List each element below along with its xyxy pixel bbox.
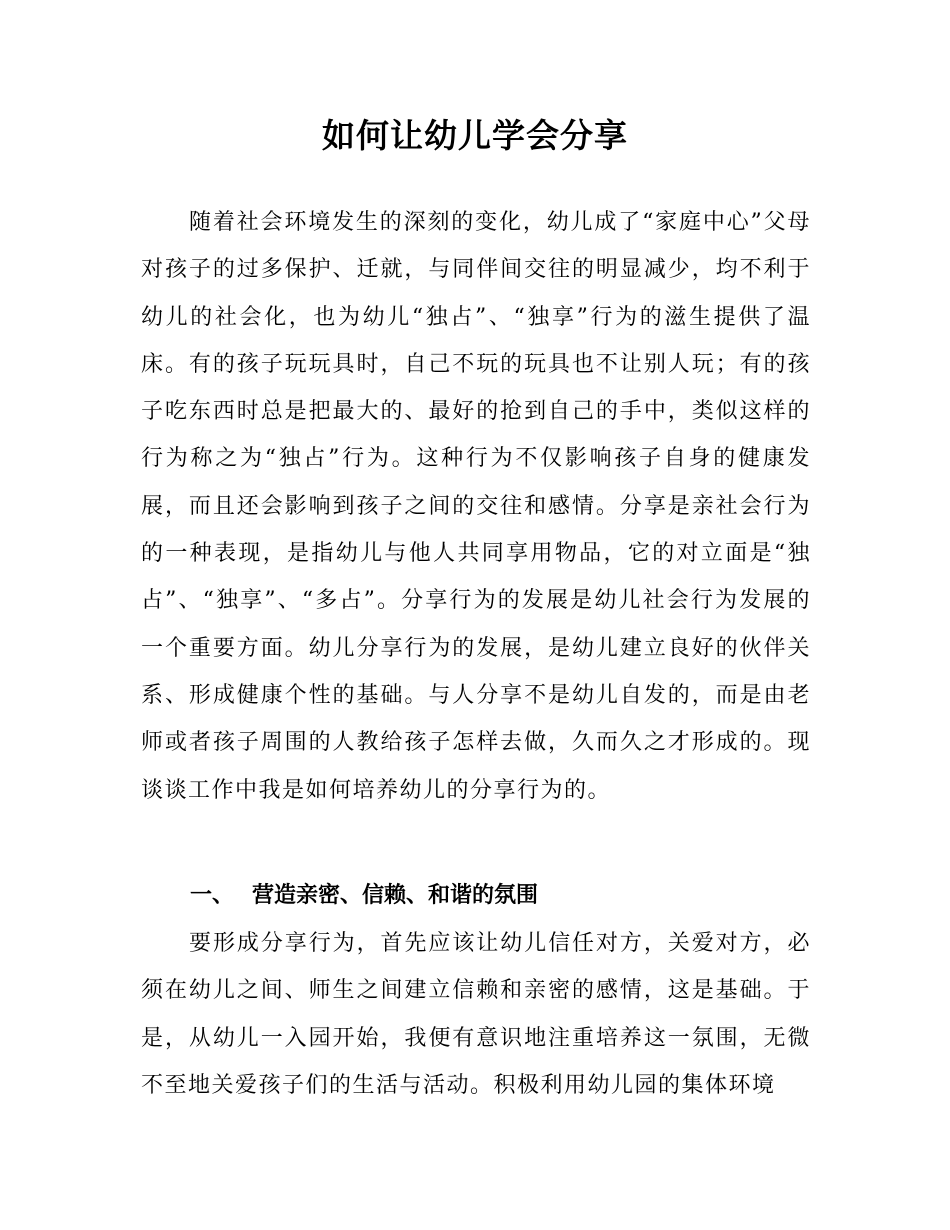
section-heading (190, 872, 538, 919)
section-paragraph: 要形成分享行为，首先应该让幼儿信任对方，关爱对方，必须在幼儿之间、师生之间建立信赖和亲密的感情，这是基础。于是，从幼儿一入园开始，我便有意识地注重培养这一氛围，无微不至地关爱孩子们的生活与活动。积极利用幼儿园的集体环境 (141, 931, 811, 1098)
intro-paragraph: 随着社会环境发生的深刻的变化，幼儿成了“家庭中心”父母对孩子的过多保护、迁就，与同伴间交往的明显减少，均不利于幼儿的社会化，也为幼儿“独占”、“独享”行为的滋生提供了温床。有的孩子玩玩具时，自己不玩的玩具也不让别人玩；有的孩子吃东西时总是把最大的、最好的抢到自己的手中，类似这样的行为称之为“独占”行为。这种行为不仅影响孩子自身的健康发展，而且还会影响到孩子之间的交往和感情。分享是亲社会行为的一种表现，是指幼儿与他人共同享用物品，它的对立面是“独占”、“独享”、“多占”。分享行为的发展是幼儿社会行为发展的一个重要方面。幼儿分享行为的发展，是幼儿建立良好的伙伴关系、形成健康个性的基础。与人分享不是幼儿自发的，而是由老师或者孩子周围的人教给孩子怎样去做，久而久之才形成的。现谈谈工作中我是如何培养幼儿的分享行为的。 (141, 210, 811, 803)
document-title: 如何让幼儿学会分享 (322, 116, 628, 155)
section-number: 一、 (190, 883, 235, 908)
section-heading-text: 营造亲密、信赖、和谐的氛围 (252, 883, 539, 908)
